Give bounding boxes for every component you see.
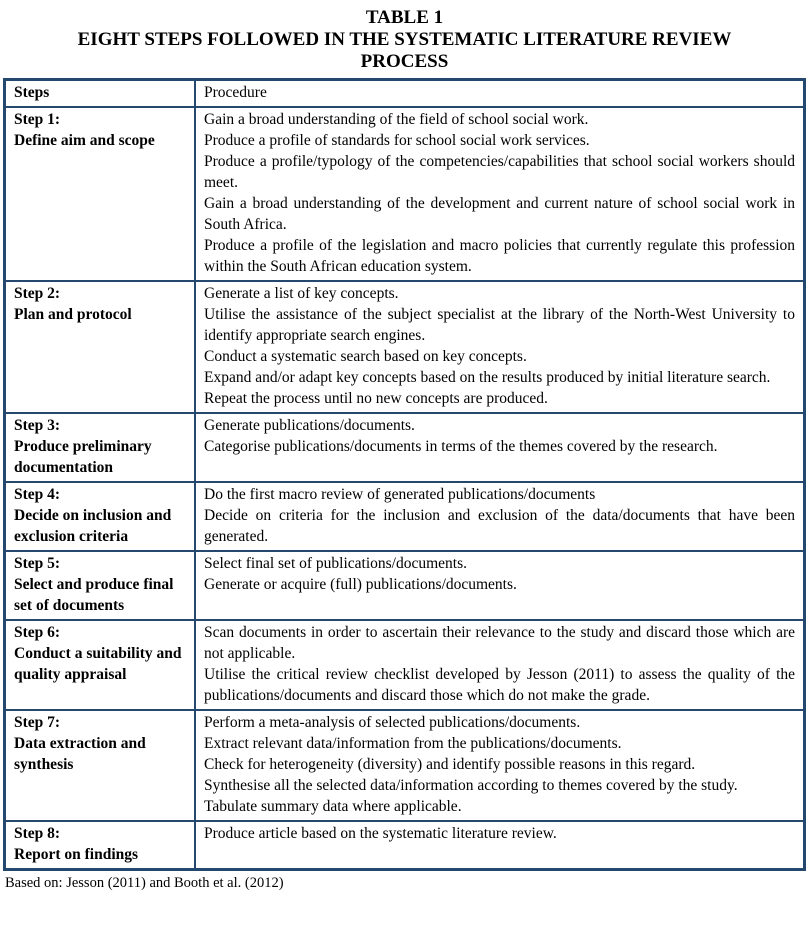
step-number: Step 4: — [14, 486, 61, 503]
table-title-number: TABLE 1 — [365, 7, 444, 28]
procedure-item: Utilise the assistance of the subject specialist at the library of the North-West University to identify appropriate search engines. — [204, 306, 795, 344]
procedure-cell — [195, 413, 805, 482]
table-row — [5, 821, 805, 870]
procedure-cell — [195, 281, 805, 413]
table-row — [5, 281, 805, 413]
procedure-cell — [195, 710, 805, 821]
procedure-item: Check for heterogeneity (diversity) and identify possible reasons in this regard. — [204, 756, 696, 773]
procedure-item: Generate publications/documents. — [204, 417, 415, 434]
procedure-item: Gain a broad understanding of the field of school social work. — [204, 111, 589, 128]
step-description: Produce preliminary documentation — [14, 438, 152, 476]
table-row — [5, 482, 805, 551]
table-title — [3, 7, 806, 73]
header-row — [5, 80, 805, 108]
procedure-item: Do the first macro review of generated publications/documents — [204, 486, 596, 503]
step-number: Step 6: — [14, 624, 61, 641]
table-title-text-continued: PROCESS — [360, 51, 449, 72]
procedure-item: Generate a list of key concepts. — [204, 285, 399, 302]
procedure-item: Synthesise all the selected data/information according to themes covered by the study. — [204, 777, 738, 794]
table-row — [5, 413, 805, 482]
procedure-item: Generate or acquire (full) publications/documents. — [204, 576, 517, 593]
step-cell — [5, 413, 196, 482]
procedure-item: Gain a broad understanding of the development and current nature of school social work in South Africa. — [204, 195, 795, 233]
procedure-item: Expand and/or adapt key concepts based on the results produced by initial literature search. — [204, 369, 771, 386]
procedure-item: Produce a profile of standards for school social work services. — [204, 132, 590, 149]
procedure-item: Categorise publications/documents in terms of the themes covered by the research. — [204, 438, 718, 455]
table-title-text: EIGHT STEPS FOLLOWED IN THE SYSTEMATIC LITERATURE REVIEW — [77, 29, 732, 50]
procedure-cell — [195, 620, 805, 710]
step-description: Data extraction and synthesis — [14, 735, 146, 773]
procedure-item: Tabulate summary data where applicable. — [204, 798, 462, 815]
step-cell — [5, 107, 196, 281]
step-cell — [5, 281, 196, 413]
steps-column-header: Steps — [5, 80, 196, 108]
procedure-column-header: Procedure — [195, 80, 805, 108]
procedure-item: Perform a meta-analysis of selected publications/documents. — [204, 714, 581, 731]
source-note: Based on: Jesson (2011) and Booth et al. (2012) — [5, 875, 284, 891]
procedure-item: Select final set of publications/documents. — [204, 555, 468, 572]
step-description: Select and produce final set of documents — [14, 576, 174, 614]
step-cell — [5, 551, 196, 620]
procedure-cell — [195, 821, 805, 870]
review-steps-table — [3, 78, 806, 871]
table-row — [5, 620, 805, 710]
procedure-item: Utilise the critical review checklist developed by Jesson (2011) to assess the quality of the publications/documents and discard those which do not make the grade. — [204, 666, 795, 704]
procedure-item: Scan documents in order to ascertain their relevance to the study and discard those which are not applicable. — [204, 624, 795, 662]
procedure-item: Decide on criteria for the inclusion and exclusion of the data/documents that have been generated. — [204, 507, 795, 545]
step-number: Step 7: — [14, 714, 61, 731]
procedure-item: Produce a profile/typology of the competencies/capabilities that school social workers should meet. — [204, 153, 795, 191]
procedure-item: Produce a profile of the legislation and macro policies that currently regulate this profession within the South African education system. — [204, 237, 795, 275]
table-row — [5, 107, 805, 281]
step-cell — [5, 620, 196, 710]
step-cell — [5, 482, 196, 551]
step-number: Step 2: — [14, 285, 61, 302]
procedure-cell — [195, 482, 805, 551]
table-row — [5, 551, 805, 620]
step-description: Plan and protocol — [14, 306, 132, 323]
table-row — [5, 710, 805, 821]
step-number: Step 3: — [14, 417, 61, 434]
procedure-item: Conduct a systematic search based on key concepts. — [204, 348, 527, 365]
procedure-cell — [195, 107, 805, 281]
procedure-item: Extract relevant data/information from the publications/documents. — [204, 735, 622, 752]
step-description: Decide on inclusion and exclusion criteria — [14, 507, 172, 545]
step-number: Step 5: — [14, 555, 61, 572]
procedure-item: Produce article based on the systematic literature review. — [204, 825, 557, 842]
procedure-cell — [195, 551, 805, 620]
step-description: Conduct a suitability and quality appraisal — [14, 645, 182, 683]
step-number: Step 1: — [14, 111, 61, 128]
step-number: Step 8: — [14, 825, 61, 842]
step-description: Define aim and scope — [14, 132, 155, 149]
procedure-item: Repeat the process until no new concepts are produced. — [204, 390, 548, 407]
step-cell — [5, 821, 196, 870]
step-description: Report on findings — [14, 846, 139, 863]
step-cell — [5, 710, 196, 821]
